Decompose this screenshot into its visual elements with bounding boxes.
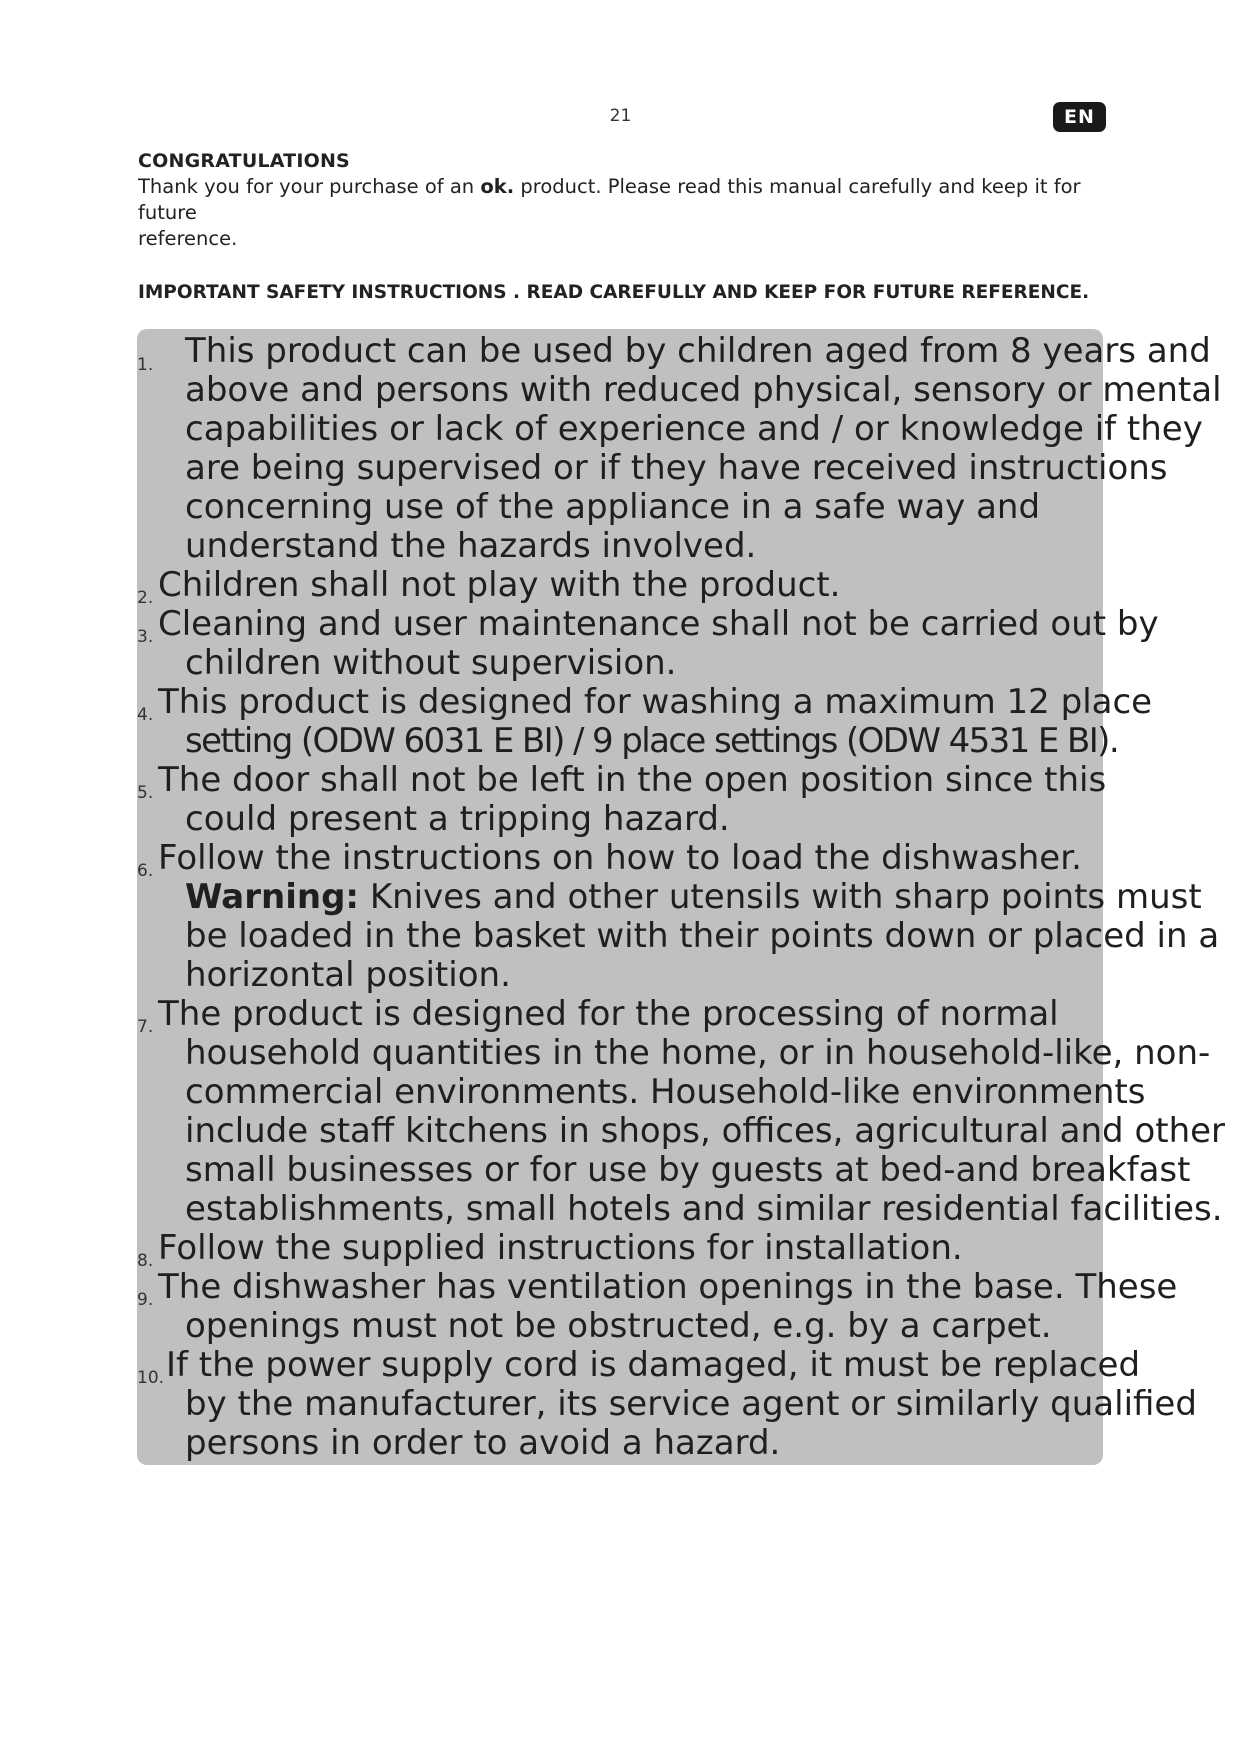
item-line: capabilities or lack of experience and / or knowledge if they <box>185 409 1203 449</box>
item-line: be loaded in the basket with their points down or placed in a <box>185 916 1220 956</box>
instruction-item <box>137 682 1153 761</box>
item-line: This product can be used by children aged from 8 years and <box>185 331 1211 371</box>
instruction-item <box>137 1345 1197 1463</box>
item-number: 10. <box>137 1368 165 1388</box>
item-line: Cleaning and user maintenance shall not be carried out by <box>158 604 1159 644</box>
item-line: The product is designed for the processing of normal <box>158 994 1059 1034</box>
item-line: setting (ODW 6031 E BI) / 9 place settings (ODW 4531 E BI). <box>185 721 1119 761</box>
item-line: This product is designed for washing a maximum 12 place <box>158 682 1153 722</box>
item-number: 6. <box>137 861 154 881</box>
item-line: above and persons with reduced physical, sensory or mental <box>185 370 1222 410</box>
item-line: by the manufacturer, its service agent or similarly qualified <box>185 1384 1197 1424</box>
item-line: could present a tripping hazard. <box>185 799 730 839</box>
item-line: If the power supply cord is damaged, it must be replaced <box>166 1345 1141 1385</box>
instruction-item <box>137 1228 1105 1271</box>
instruction-item <box>137 994 1226 1229</box>
item-line: are being supervised or if they have received instructions <box>185 448 1168 488</box>
item-line: openings must not be obstructed, e.g. by a carpet. <box>185 1306 1052 1346</box>
item-number: 4. <box>137 705 154 725</box>
item-line: concerning use of the appliance in a safe way and <box>185 487 1041 527</box>
instruction-item <box>137 331 1222 566</box>
congratulations-heading: CONGRATULATIONS <box>138 150 350 172</box>
item-line: persons in order to avoid a hazard. <box>185 1423 781 1463</box>
warning-text: Knives and other utensils with sharp points must <box>359 877 1202 917</box>
item-line: household quantities in the home, or in household-like, non- <box>185 1033 1211 1073</box>
safety-instructions-list <box>137 331 1226 1463</box>
intro-text-cont: product. Please read this manual carefully and keep it for future <box>138 175 1081 224</box>
item-number: 2. <box>137 588 154 608</box>
safety-heading: IMPORTANT SAFETY INSTRUCTIONS . READ CAREFULLY AND KEEP FOR FUTURE REFERENCE. <box>138 282 1090 303</box>
intro-text-line2: reference. <box>138 227 238 250</box>
item-line: understand the hazards involved. <box>185 526 757 566</box>
intro-text: Thank you for your purchase of an <box>138 175 481 198</box>
intro-paragraph <box>138 174 1098 252</box>
brand-name: ok. <box>480 175 515 198</box>
page-number: 21 <box>609 106 632 126</box>
item-line: The door shall not be left in the open position since this <box>158 760 1107 800</box>
item-number: 8. <box>137 1251 154 1271</box>
warning-label: Warning: <box>185 877 360 917</box>
language-badge: EN <box>1053 102 1106 132</box>
item-line: children without supervision. <box>185 643 677 683</box>
item-line: include staff kitchens in shops, offices, agricultural and other <box>185 1111 1226 1151</box>
warning-line <box>185 877 1202 917</box>
instruction-item <box>137 838 1220 995</box>
item-line: The dishwasher has ventilation openings in the base. These <box>158 1267 1178 1307</box>
item-line: small businesses or for use by guests at bed-and breakfast <box>185 1150 1191 1190</box>
item-number: 3. <box>137 627 154 647</box>
item-line: commercial environments. Household-like environments <box>185 1072 1146 1112</box>
item-line: Children shall not play with the product. <box>158 565 841 605</box>
item-number: 1. <box>137 355 154 375</box>
instruction-item <box>137 760 1107 839</box>
instruction-item <box>137 604 1159 683</box>
item-number: 9. <box>137 1290 154 1310</box>
item-number: 5. <box>137 783 154 803</box>
item-line: horizontal position. <box>185 955 511 995</box>
item-line: Follow the instructions on how to load the dishwasher. <box>158 838 1082 878</box>
instruction-item <box>137 565 1105 608</box>
item-line: establishments, small hotels and similar residential facilities. <box>185 1189 1223 1229</box>
instruction-item <box>137 1267 1178 1346</box>
item-number: 7. <box>137 1017 154 1037</box>
item-line: Follow the supplied instructions for installation. <box>158 1228 963 1268</box>
